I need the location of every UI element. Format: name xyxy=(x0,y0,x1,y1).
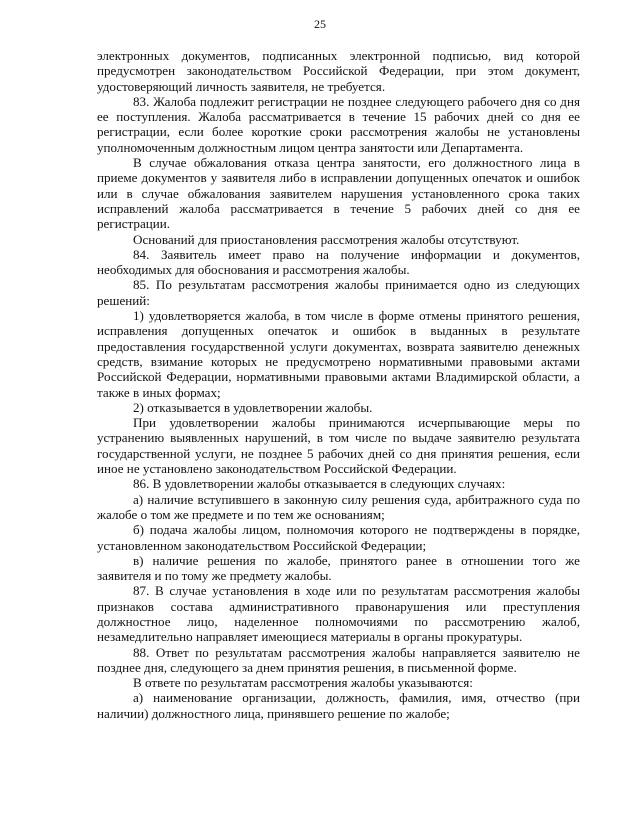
page-number: 25 xyxy=(314,17,326,31)
paragraph-88: 88. Ответ по результатам рассмотрения жалобы направляется заявителю не позднее дня, следующего за днем принятия решения, в письменной форме. xyxy=(97,644,580,675)
paragraph-88-contents: В ответе по результатам рассмотрения жалобы указываются: xyxy=(133,675,473,691)
body-text xyxy=(97,48,580,721)
paragraph-86-item-a: а) наличие вступившего в законную силу решения суда, арбитражного суда по жалобе о том же предмете и по тем же основаниям; xyxy=(97,491,580,522)
paragraph-88-item-a: а) наименование организации, должность, фамилия, имя, отчество (при наличии) должностного лица, принявшего решение по жалобе; xyxy=(97,690,580,721)
paragraph-85-item-2: 2) отказывается в удовлетворении жалобы. xyxy=(133,399,373,415)
paragraph-86-item-b: б) подача жалобы лицом, полномочия которого не подтверждены в порядке, установленном законодательством Российской Федерации; xyxy=(97,522,580,553)
paragraph-satisfaction-measures: При удовлетворении жалобы принимаются исчерпывающие меры по устранению выявленных нарушений, в том числе по выдаче заявителю результата государственной услуги, не позднее 5 рабочих дней со дня принятия решения, если иное не установлено законодательством Российской Федерации. xyxy=(97,415,580,477)
paragraph-86-item-v: в) наличие решения по жалобе, принятого ранее в отношении того же заявителя и по тому же предмету жалобы. xyxy=(97,552,580,584)
paragraph-continuation: электронных документов, подписанных электронной подписью, вид которой предусмотрен законодательством Российской Федерации, при этом документ, удостоверяющий личность заявителя, не требуется. xyxy=(97,48,580,94)
paragraph-83-refusal-case: В случае обжалования отказа центра занятости, его должностного лица в приеме документов у заявителя либо в исправлении допущенных опечаток и ошибок или в случае обжалования заявителем нарушения установленного срока таких исправлений жалоба рассматривается в течение 5 рабочих дней со дня ее регистрации. xyxy=(97,155,580,232)
paragraph-85-item-1: 1) удовлетворяется жалоба, в том числе в форме отмены принятого решения, исправления допущенных опечаток и ошибок в выданных в результате предоставления государственной услуги документах, возврата заявителю денежных средств, взимание которых не предусмотрено нормативными правовыми актами Российской Федерации, нормативными правовыми актами Владимирской области, а также в иных формах; xyxy=(97,308,580,400)
paragraph-85: 85. По результатам рассмотрения жалобы принимается одно из следующих решений: xyxy=(97,277,580,308)
paragraph-suspension-grounds: Оснований для приостановления рассмотрения жалобы отсутствуют. xyxy=(133,231,520,247)
paragraph-84: 84. Заявитель имеет право на получение информации и документов, необходимых для обоснования и рассмотрения жалобы. xyxy=(97,246,580,278)
paragraph-86: 86. В удовлетворении жалобы отказывается в следующих случаях: xyxy=(133,476,506,492)
paragraph-83: 83. Жалоба подлежит регистрации не позднее следующего рабочего дня со дня ее поступления. Жалоба рассматривается в течение 15 рабочих дней со дня ее регистрации, если более короткие сроки рассмотрения жалобы не установлены уполномоченным должностным лицом центра занятости или Департамента. xyxy=(97,93,580,155)
paragraph-87: 87. В случае установления в ходе или по результатам рассмотрения жалобы признаков состава административного правонарушения или преступления должностное лицо, наделенное полномочиями по рассмотрению жалоб, незамедлительно направляет имеющиеся материалы в органы прокуратуры. xyxy=(97,583,580,645)
